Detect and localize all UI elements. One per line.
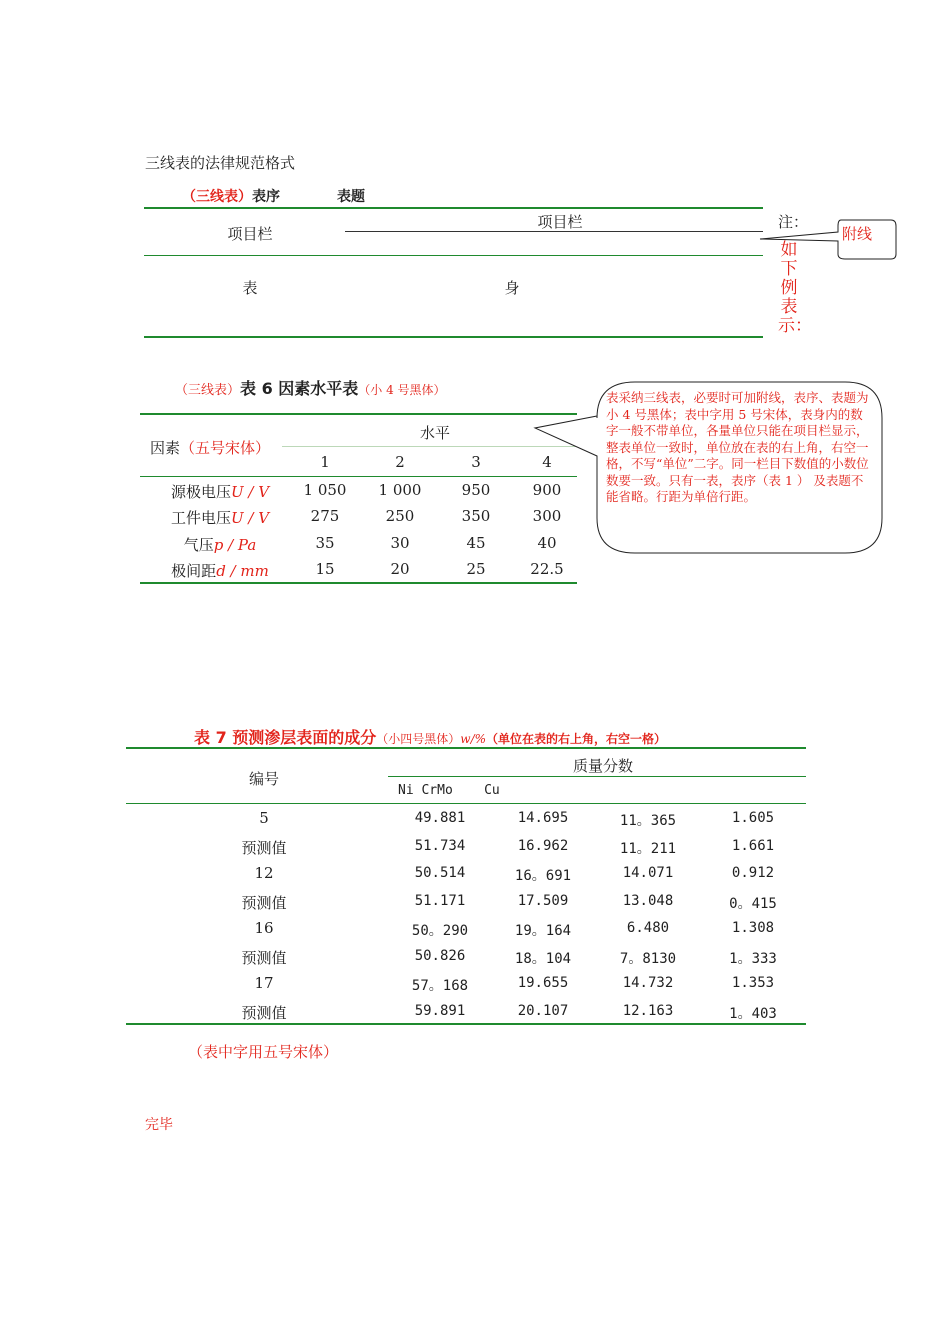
table7-cell: 1.353 xyxy=(731,975,775,991)
table6-cell: 25 xyxy=(466,560,486,578)
table7-bottom-rule xyxy=(126,1023,806,1025)
factor-unit: p / Pa xyxy=(213,536,257,554)
table7-cell: 1.308 xyxy=(731,920,775,936)
template-top-rule xyxy=(144,207,763,209)
table7-cell: 57。168 xyxy=(411,978,469,994)
table6-cell: 350 xyxy=(461,507,491,525)
table7-row-id: 17 xyxy=(254,974,274,992)
table7-sub-rule xyxy=(388,776,806,777)
table7-cell: 59.891 xyxy=(414,1002,466,1019)
factor-name: 工件电压 xyxy=(170,509,231,527)
table7-cell: 11。211 xyxy=(619,840,677,857)
table7-cell: 20.107 xyxy=(517,1002,569,1019)
table6-group-header: 水平 xyxy=(419,424,450,442)
table7-group-header: 质量分数 xyxy=(572,757,633,775)
table6-cell: 35 xyxy=(315,534,335,552)
table7-row-id: 预测值 xyxy=(241,838,287,857)
table7-cell: 49.881 xyxy=(414,810,466,826)
table7-cell: 18。104 xyxy=(514,950,572,967)
table7-cell: 0.912 xyxy=(731,865,775,881)
table7-cell: 11。365 xyxy=(619,813,677,829)
table7-cell: 1.605 xyxy=(731,810,775,826)
factor-name: 极间距 xyxy=(171,562,217,580)
table6-caption-prefix: （三线表） xyxy=(175,383,241,398)
table6-cell: 250 xyxy=(385,507,415,525)
table6-factor xyxy=(150,560,290,581)
table7-cell: 19。164 xyxy=(514,923,572,939)
table6-level: 2 xyxy=(395,453,405,471)
table7-mid-rule xyxy=(126,803,806,804)
table6-stub-note: （五号宋体） xyxy=(180,439,271,457)
template-caption xyxy=(182,186,280,206)
table7-caption xyxy=(194,725,666,748)
table7-cell: 12.163 xyxy=(622,1002,674,1019)
template-bottom-rule xyxy=(144,336,763,338)
factor-name: 气压 xyxy=(183,536,214,554)
template-body-right: 身 xyxy=(504,279,520,297)
template-sub-rule xyxy=(345,231,763,232)
template-note-label: 注： xyxy=(778,213,809,231)
vertical-note-char: 例 xyxy=(780,278,798,298)
table7-cell: 50。290 xyxy=(411,923,469,939)
factor-unit: d / mm xyxy=(216,562,269,580)
template-col-header: 项目栏 xyxy=(537,213,583,231)
vertical-note-char: 示： xyxy=(778,316,812,336)
table6-caption xyxy=(175,376,446,399)
table7-cell: 51.171 xyxy=(414,892,466,909)
table7-row-id: 预测值 xyxy=(241,1003,287,1022)
table6-level: 4 xyxy=(542,453,552,471)
table6-bottom-rule xyxy=(140,582,577,584)
table6-cell: 40 xyxy=(537,534,557,552)
table7-cell: 0。415 xyxy=(729,895,777,912)
table6-factor xyxy=(150,481,290,502)
factor-name: 源极电压 xyxy=(170,483,231,501)
table6-caption-suffix: （小 4 号黑体） xyxy=(358,383,446,397)
table6-cell: 1 000 xyxy=(378,481,422,499)
table7-cell: 1。403 xyxy=(729,1005,777,1022)
vertical-note-char: 下 xyxy=(780,259,798,279)
table7-row-id: 预测值 xyxy=(241,893,287,912)
table7-row-id: 16 xyxy=(254,919,274,937)
table6-caption-title: 表 6 因素水平表 xyxy=(240,379,359,398)
table7-caption-title: 表 7 预测渗层表面的成分 xyxy=(194,728,377,747)
table7-cell: 13.048 xyxy=(622,892,674,909)
table7-caption-unit: w/% xyxy=(460,732,487,746)
page-heading: 三线表的法律规范格式 xyxy=(145,154,296,172)
vertical-note-char: 表 xyxy=(780,297,798,317)
table6-stub-label: 因素 xyxy=(150,439,181,457)
table7-cell: 1.661 xyxy=(731,837,775,854)
table7-cell: 17.509 xyxy=(517,892,569,909)
table7-sub-header: Ni CrMo Cu xyxy=(398,783,500,798)
table7-cell: 14.732 xyxy=(622,975,674,991)
table7-cell: 1。333 xyxy=(729,950,777,967)
table6-callout-text: 表采纳三线表，必要时可加附线，表序、表题为小 4 号黑体；表中字用 5 号宋体，表身内的数字一般不带单位，各量单位只能在项目栏显示，整表单位一致时，单位放在表的右上角，右空一格，不写“单位”二字。同一栏目下数值的小数位数要一致。只有一表，表序（表 1 ） 及表题不能省略。行距为单倍行距。 xyxy=(606,390,869,504)
table6-level: 1 xyxy=(320,453,330,471)
table6-factor xyxy=(150,534,290,555)
table6-cell: 275 xyxy=(310,507,340,525)
table6-level: 3 xyxy=(471,453,481,471)
table7-cell: 50.826 xyxy=(414,947,466,964)
table6-cell: 15 xyxy=(315,560,335,578)
table7-cell: 6.480 xyxy=(626,920,670,936)
table7-caption-note1: （小四号黑体） xyxy=(376,732,461,746)
template-body-left: 表 xyxy=(242,279,258,297)
template-callout-text: 附线 xyxy=(842,225,873,243)
table7-cell: 19.655 xyxy=(517,975,569,991)
table7-stub-header: 编号 xyxy=(248,770,279,788)
template-caption-prefix: （三线表） xyxy=(182,189,252,205)
table7-row-id: 5 xyxy=(259,809,269,827)
table7-cell: 7。8130 xyxy=(619,950,677,967)
table7-caption-note2: （单位在表的右上角，右空一格） xyxy=(486,732,667,746)
table7-cell: 14.695 xyxy=(517,810,569,826)
table6-cell: 45 xyxy=(466,534,486,552)
vertical-note-char: 如 xyxy=(780,240,798,260)
template-callout-bubble xyxy=(755,214,905,266)
table7-cell: 14.071 xyxy=(622,865,674,881)
factor-unit: U / V xyxy=(230,509,270,527)
table7-cell: 16。691 xyxy=(514,868,572,884)
template-caption-title: 表题 xyxy=(337,189,365,205)
table7-row-id: 预测值 xyxy=(241,948,287,967)
factor-unit: U / V xyxy=(230,483,270,501)
template-stub-header: 项目栏 xyxy=(227,225,273,243)
table7-top-rule xyxy=(126,747,806,749)
table6-cell: 30 xyxy=(390,534,410,552)
template-caption-order: 表序 xyxy=(252,189,280,205)
table6-factor xyxy=(150,507,290,528)
table6-cell: 1 050 xyxy=(303,481,347,499)
table7-cell: 16.962 xyxy=(517,837,569,854)
table7-cell: 50.514 xyxy=(414,865,466,881)
table6-cell: 950 xyxy=(461,481,491,499)
table7-footer-note: （表中字用五号宋体） xyxy=(188,1043,339,1061)
table6-cell: 20 xyxy=(390,560,410,578)
table7-cell: 51.734 xyxy=(414,837,466,854)
table6-cell: 900 xyxy=(532,481,562,499)
table6-cell: 22.5 xyxy=(530,560,564,578)
table6-cell: 300 xyxy=(532,507,562,525)
end-text: 完毕 xyxy=(145,1117,173,1133)
table7-row-id: 12 xyxy=(254,864,274,882)
template-mid-rule xyxy=(144,255,763,256)
table6-stub-header xyxy=(150,437,270,458)
